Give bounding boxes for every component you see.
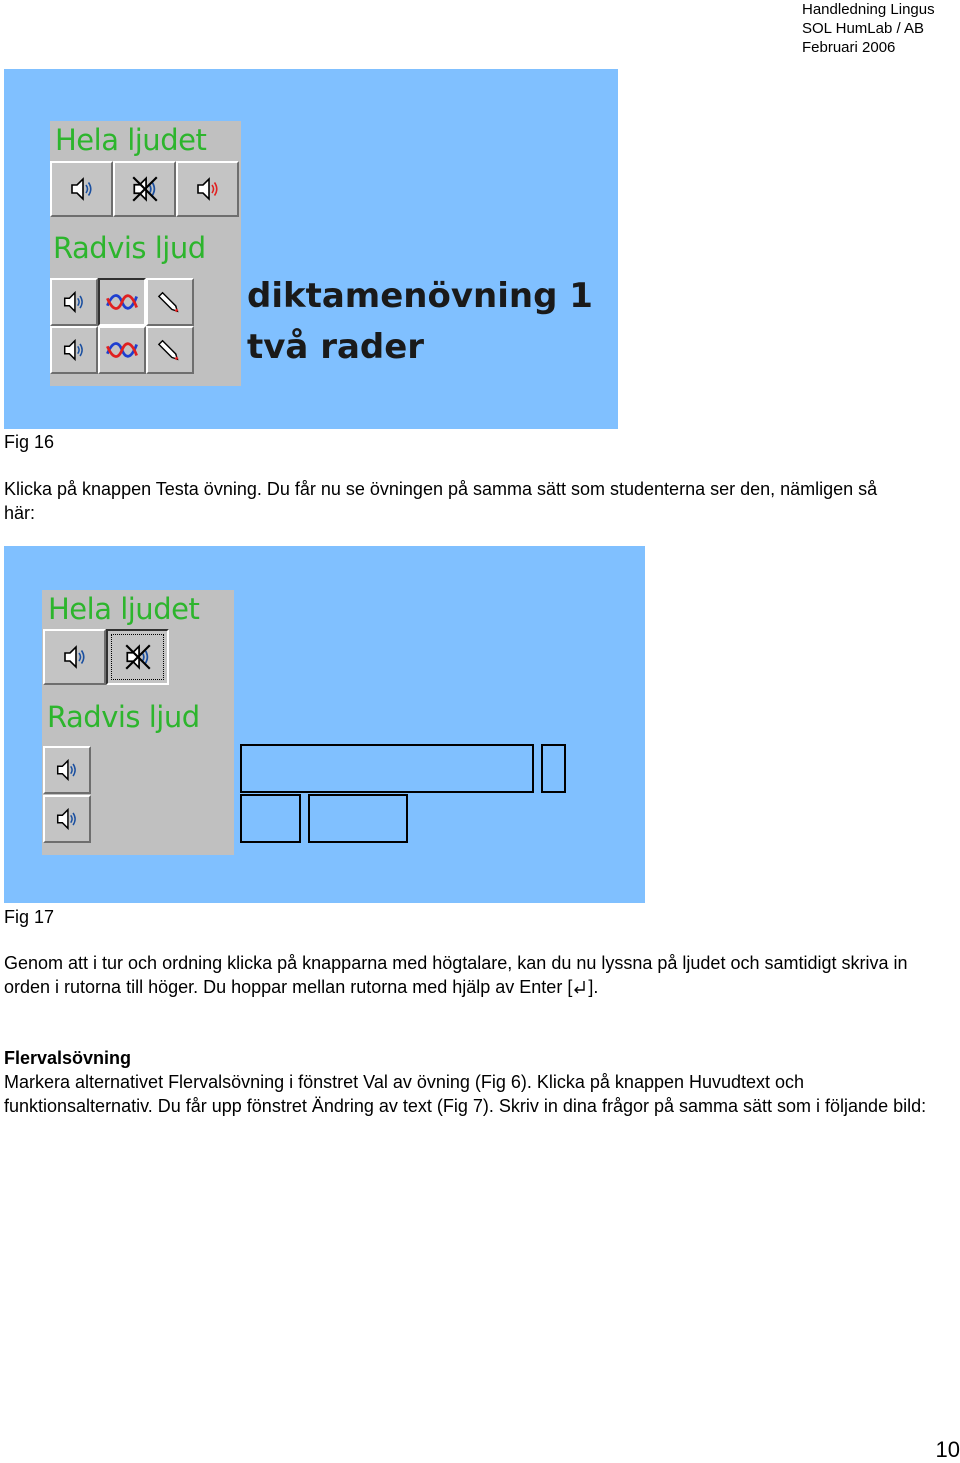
test-play-all-button[interactable] [43, 629, 106, 685]
red-speaker-icon [194, 175, 222, 203]
fig16-control-panel [50, 121, 241, 386]
section-body: Markera alternativet Flervalsövning i fönstret Val av övning (Fig 6). Klicka på knappen Huvudtext och funktionsalternativ. Du får upp fönstret Ändring av text (Fig 7). Skriv in dina frågor på samma sätt som i följande bild: [4, 1072, 927, 1116]
row2-wave-button[interactable] [98, 326, 146, 374]
page-number: 10 [935, 1437, 960, 1462]
pencil-icon [157, 289, 183, 315]
answer-field-4[interactable] [308, 794, 408, 843]
instructions-text-end: ]. [588, 977, 599, 997]
record-all-button[interactable] [176, 161, 239, 217]
row2-play-button[interactable] [50, 326, 98, 374]
fig17-radvis-ljud-label: Radvis ljud [47, 700, 200, 734]
speaker-icon [54, 806, 80, 832]
header-author: SOL HumLab / AB [802, 20, 925, 37]
mute-speaker-icon [123, 642, 153, 672]
page-header [802, 0, 952, 57]
speaker-icon [61, 337, 87, 363]
pencil-icon [157, 337, 183, 363]
fig17-screenshot [4, 546, 645, 903]
header-date: Februari 2006 [802, 39, 896, 56]
speaker-icon [54, 757, 80, 783]
answer-field-1[interactable] [240, 744, 534, 793]
row1-play-button[interactable] [50, 278, 98, 326]
instructions-text: Genom att i tur och ordning klicka på knapparna med högtalare, kan du nu lyssna på ljudet och samtidigt skriva in orden i rutorna till höger. Du hoppar mellan rutorna med hjälp av Enter [ [4, 953, 908, 997]
answer-field-3[interactable] [240, 794, 301, 843]
wave-icon [105, 291, 139, 313]
answer-field-2[interactable] [541, 744, 566, 793]
wave-icon [105, 339, 139, 361]
row1-wave-button[interactable] [98, 278, 146, 326]
fig16-caption: Fig 16 [4, 432, 55, 452]
exercise-text-line1: diktamenövning 1 [247, 276, 593, 316]
stop-all-button[interactable] [113, 161, 176, 217]
section-heading: Flervalsövning [4, 1048, 132, 1068]
fig16-screenshot [4, 69, 618, 429]
fig17-control-panel [42, 590, 234, 855]
paragraph-test-exercise: Klicka på knappen Testa övning. Du får nu se övningen på samma sätt som studenterna ser den, nämligen så här: [4, 479, 878, 523]
row2-edit-button[interactable] [146, 326, 194, 374]
test-row2-play-button[interactable] [43, 795, 91, 843]
exercise-text-line2: två rader [247, 327, 425, 367]
enter-key-icon [572, 978, 588, 996]
speaker-icon [61, 643, 89, 671]
fig17-caption: Fig 17 [4, 907, 55, 927]
header-title: Handledning Lingus [802, 1, 935, 18]
row1-edit-button[interactable] [146, 278, 194, 326]
speaker-icon [61, 289, 87, 315]
play-all-button[interactable] [50, 161, 113, 217]
fig16-hela-ljudet-label: Hela ljudet [55, 123, 207, 157]
fig16-radvis-ljud-label: Radvis ljud [53, 231, 206, 265]
test-stop-all-button[interactable] [106, 629, 169, 685]
mute-speaker-icon [130, 174, 160, 204]
test-row1-play-button[interactable] [43, 746, 91, 794]
speaker-icon [68, 175, 96, 203]
paragraph-instructions [4, 951, 939, 999]
fig17-hela-ljudet-label: Hela ljudet [48, 592, 200, 626]
